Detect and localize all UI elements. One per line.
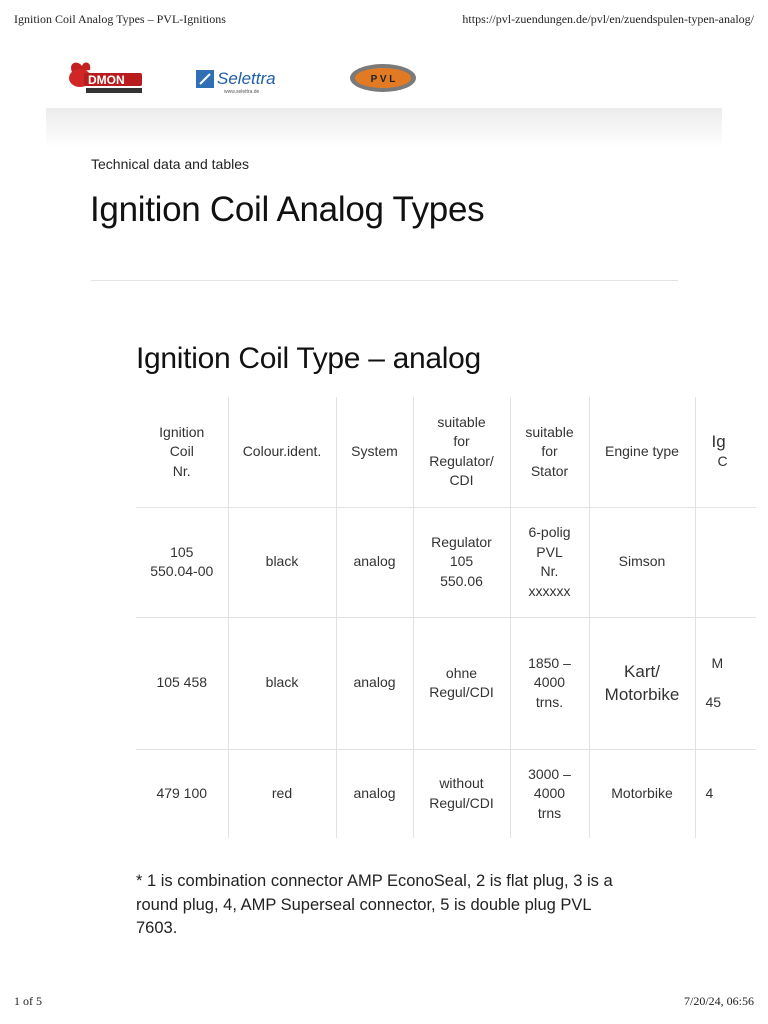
breadcrumb[interactable]: Technical data and tables bbox=[91, 156, 249, 172]
cell-stator bbox=[510, 507, 589, 617]
cell-line: black bbox=[265, 553, 299, 570]
cell-coil-nr bbox=[136, 749, 228, 838]
print-datetime: 7/20/24, 06:56 bbox=[683, 994, 754, 1008]
demon-logo-underline bbox=[86, 88, 142, 93]
cell-regulator bbox=[413, 507, 510, 617]
cell-cut-off bbox=[695, 617, 756, 749]
header-line: Ig bbox=[711, 431, 726, 451]
table-header-row bbox=[136, 397, 756, 507]
cell-line: analog bbox=[353, 553, 396, 570]
page-title: Ignition Coil Analog Types bbox=[90, 190, 485, 229]
cell-system bbox=[336, 507, 413, 617]
cell-line: 45 bbox=[705, 693, 722, 710]
cell-line: 4000 bbox=[533, 785, 566, 801]
header-line: suitable bbox=[525, 423, 574, 440]
coil-table bbox=[136, 397, 756, 838]
header-line: C bbox=[717, 453, 728, 470]
cell-line: 479 100 bbox=[156, 785, 208, 801]
cell-line: xxxxxx bbox=[528, 582, 571, 599]
cell-line: Motorbike bbox=[604, 685, 680, 704]
header-line: CDI bbox=[449, 472, 474, 489]
cell-line: Regul/CDI bbox=[429, 794, 494, 811]
cell-engine-type bbox=[589, 617, 695, 749]
pvl-logo-text: P V L bbox=[370, 74, 396, 85]
header-line: System bbox=[351, 443, 398, 459]
print-footer bbox=[14, 994, 754, 1010]
header-line: Colour.ident. bbox=[242, 443, 322, 459]
header-line: Stator bbox=[530, 462, 569, 479]
cell-line: black bbox=[265, 674, 299, 691]
cell-line: 4000 bbox=[533, 674, 566, 691]
cell-line: 550.06 bbox=[440, 572, 483, 589]
print-page-url: https://pvl-zuendungen.de/pvl/en/zuendspulen-typen-analog/ bbox=[462, 12, 754, 26]
selettra-logo-text: Selettra bbox=[217, 69, 276, 88]
header-shadow bbox=[46, 108, 722, 148]
header-system bbox=[336, 397, 413, 507]
cell-colour bbox=[228, 507, 336, 617]
pvl-logo[interactable] bbox=[348, 62, 418, 94]
cell-line: 3000 – bbox=[528, 765, 571, 782]
cell-line: 6-polig bbox=[528, 524, 571, 540]
title-divider bbox=[91, 280, 678, 281]
header-line: for bbox=[541, 443, 558, 459]
header-ignition-coil-nr bbox=[136, 397, 228, 507]
header-engine-type bbox=[589, 397, 695, 507]
header-stator bbox=[510, 397, 589, 507]
cell-regulator bbox=[413, 749, 510, 838]
section-title: Ignition Coil Type – analog bbox=[136, 342, 481, 375]
cell-system bbox=[336, 617, 413, 749]
cell-line: M bbox=[711, 654, 724, 671]
cell-line: Regul/CDI bbox=[429, 684, 494, 700]
coil-table-scroll[interactable] bbox=[136, 397, 728, 839]
selettra-logo[interactable] bbox=[194, 62, 292, 96]
table-row bbox=[136, 749, 756, 838]
cell-stator bbox=[510, 749, 589, 838]
header-line: suitable bbox=[437, 413, 486, 430]
connector-footnote: * 1 is combination connector AMP EconoSeal, 2 is flat plug, 3 is a round plug, 4, AMP Superseal connector, 5 is double plug PVL 7603. bbox=[136, 872, 613, 937]
cell-stator bbox=[510, 617, 589, 749]
cell-cut-off bbox=[695, 749, 756, 838]
print-page-number: 1 of 5 bbox=[14, 994, 42, 1008]
selettra-logo-subtext: www.selettra.de bbox=[224, 89, 260, 95]
demon-logo[interactable] bbox=[66, 58, 146, 98]
cell-line: 105 bbox=[170, 543, 194, 560]
cell-cut-off bbox=[695, 507, 756, 617]
print-page-title: Ignition Coil Analog Types – PVL-Ignitions bbox=[14, 12, 226, 26]
cell-engine-type bbox=[589, 749, 695, 838]
cell-regulator bbox=[413, 617, 510, 749]
cell-line: trns. bbox=[535, 693, 564, 710]
cell-line: PVL bbox=[536, 543, 563, 560]
cell-system bbox=[336, 749, 413, 838]
cell-line: Regulator bbox=[431, 533, 492, 550]
cell-line: Simson bbox=[618, 553, 666, 570]
cell-line: 4 bbox=[705, 785, 714, 801]
header-line: Regulator/ bbox=[429, 452, 494, 469]
header-line: for bbox=[453, 433, 470, 450]
header-line: Coil bbox=[169, 443, 194, 459]
cell-line: 105 bbox=[449, 553, 474, 570]
print-header bbox=[14, 12, 754, 28]
logo-bar bbox=[0, 52, 768, 108]
header-line: Ignition bbox=[159, 423, 205, 440]
cell-line: analog bbox=[353, 674, 396, 691]
header-line: Engine type bbox=[605, 443, 679, 459]
cell-line: Nr. bbox=[540, 563, 559, 579]
cell-line: 105 458 bbox=[156, 674, 208, 691]
header-colour-ident bbox=[228, 397, 336, 507]
cell-line: analog bbox=[353, 785, 396, 801]
cell-engine-type bbox=[589, 507, 695, 617]
demon-logo-text: DMON bbox=[88, 73, 125, 87]
table-row bbox=[136, 617, 756, 749]
cell-line: red bbox=[271, 785, 293, 801]
cell-colour bbox=[228, 617, 336, 749]
cell-line: ohne bbox=[445, 664, 478, 681]
cell-coil-nr bbox=[136, 507, 228, 617]
cell-line: Motorbike bbox=[611, 785, 673, 801]
cell-line: 550.04-00 bbox=[150, 563, 214, 579]
table-row bbox=[136, 507, 756, 617]
cell-line: Kart/ bbox=[624, 662, 660, 681]
cell-line: 1850 – bbox=[528, 654, 571, 671]
cell-colour bbox=[228, 749, 336, 838]
header-regulator-cdi bbox=[413, 397, 510, 507]
cell-line: trns bbox=[537, 804, 562, 821]
header-cut-off-column bbox=[695, 397, 756, 507]
cell-coil-nr bbox=[136, 617, 228, 749]
header-line: Nr. bbox=[172, 462, 191, 479]
cell-line: without bbox=[439, 775, 484, 792]
